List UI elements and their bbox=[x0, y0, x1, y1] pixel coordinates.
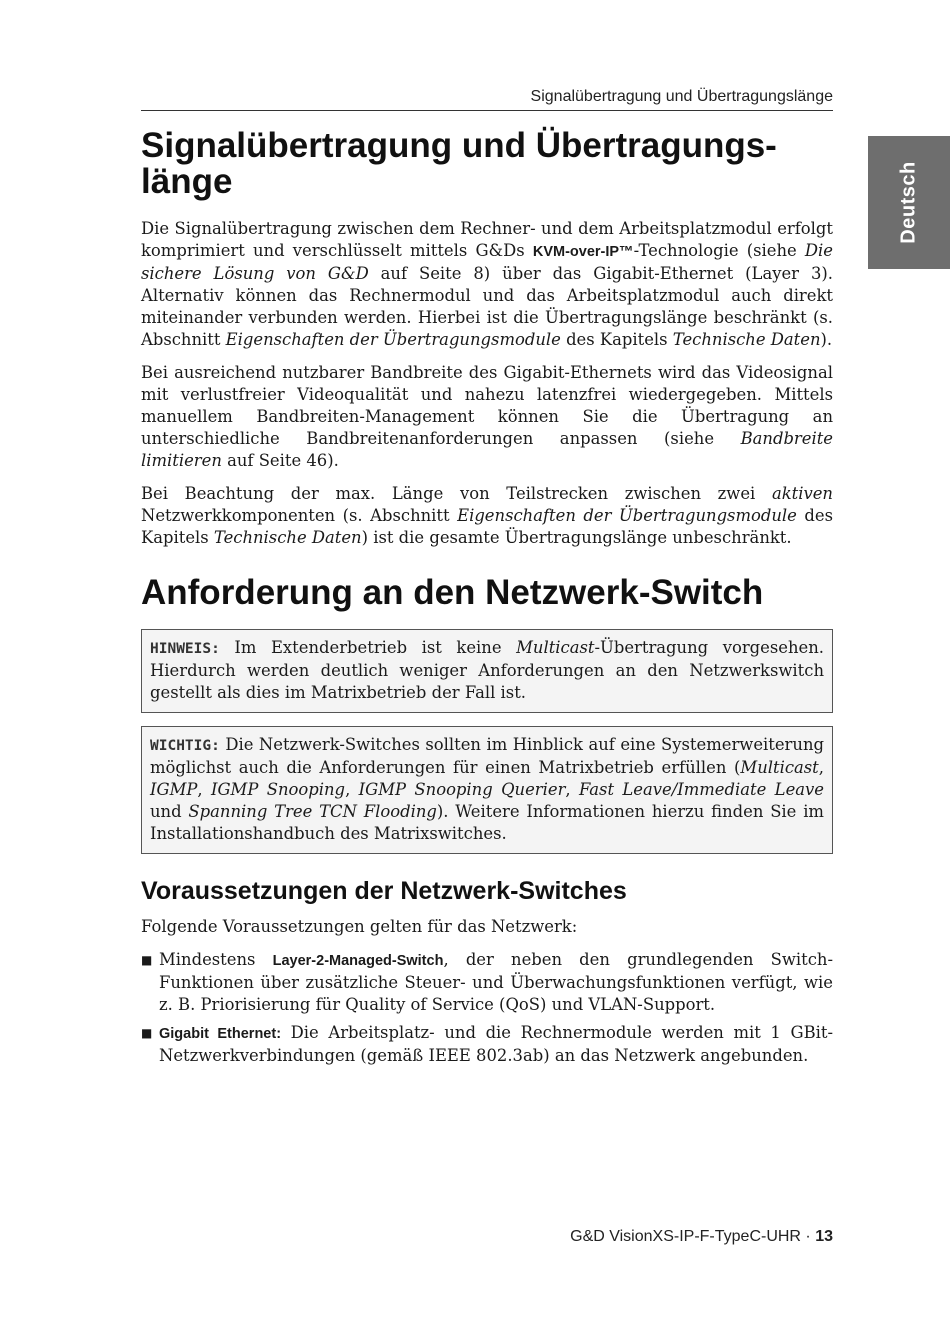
cross-reference: Bandbreite limitieren bbox=[141, 429, 833, 470]
requirements-intro: Folgende Voraussetzungen gelten für das Netzwerk: bbox=[141, 917, 578, 936]
warning-label: WICHTIG: bbox=[150, 738, 220, 754]
text: , bbox=[565, 780, 579, 799]
text: Die Signalübertragung zwischen dem Rechner- und dem Arbeitsplatzmodul erfolgt komprimiert und verschlüsselt mittels G&Ds bbox=[141, 219, 833, 260]
text: ) ist die gesamte Übertragungslänge unbeschränkt. bbox=[361, 528, 792, 547]
text: , bbox=[345, 780, 359, 799]
text: Mindestens bbox=[159, 950, 273, 969]
section-title-signal: Signalübertragung und Übertragungs- länge bbox=[141, 126, 777, 201]
text: des Kapitels bbox=[141, 506, 833, 547]
text: ). Weitere Informationen hierzu finden Sie im Installationshandbuch des Matrixswitches. bbox=[150, 802, 824, 843]
text: auf Seite 46). bbox=[221, 451, 339, 470]
footer-product: G&D VisionXS-IP-F-TypeC-UHR · bbox=[570, 1228, 816, 1245]
bullet-icon: ■ bbox=[141, 1026, 153, 1040]
list-item bbox=[141, 1022, 833, 1067]
language-tab-label: Deutsch bbox=[897, 161, 920, 244]
keyword: KVM-over-IP™ bbox=[532, 244, 634, 260]
cross-reference: Eigenschaften der Übertragungsmodule bbox=[225, 330, 561, 349]
requirements-list bbox=[141, 949, 833, 1067]
keyword: Layer-2-Managed-Switch bbox=[272, 953, 444, 969]
paragraph-signal-2 bbox=[141, 362, 833, 472]
emphasis: IGMP Snooping bbox=[210, 780, 346, 799]
text: ). bbox=[820, 330, 833, 349]
text: Netzwerkkomponenten (s. Abschnitt bbox=[141, 506, 458, 525]
language-tab bbox=[868, 136, 950, 269]
emphasis: Multicast bbox=[516, 638, 595, 657]
warning-box bbox=[141, 726, 833, 854]
text: Bei Beachtung der max. Länge von Teilstrecken zwischen zwei bbox=[141, 484, 772, 503]
text: Die Arbeitsplatz- und die Rechnermodule werden mit 1 GBit-Netzwerkverbindungen (gemäß IEEE 802.3ab) an das Netzwerk angebunden. bbox=[159, 1023, 833, 1065]
cross-reference: Eigenschaften der Übertragungsmodule bbox=[457, 506, 797, 525]
cross-reference: Die sichere Lösung von G&D bbox=[141, 241, 833, 283]
emphasis: IGMP bbox=[150, 780, 198, 799]
emphasis: Spanning Tree TCN Flooding bbox=[188, 802, 437, 821]
note-box bbox=[141, 629, 833, 713]
paragraph-signal-1 bbox=[141, 218, 833, 351]
text: , bbox=[818, 758, 824, 777]
text: , bbox=[197, 780, 211, 799]
text: Die Netzwerk-Switches sollten im Hinblick auf eine Systemerweiterung möglichst auch die Anforderungen für einen Matrixbetrieb erfüllen ( bbox=[150, 735, 824, 777]
emphasis: aktiven bbox=[771, 484, 833, 503]
page-footer bbox=[141, 1228, 833, 1246]
emphasis: Fast Leave/Immediate Leave bbox=[579, 780, 824, 799]
text: , der neben den grundlegenden Switch-Funktionen über zusätzliche Steuer- und Überwachungsfunktionen verfügt, wie z. B. Priorisierung für Quality of Service (QoS) und VLAN-Support. bbox=[159, 950, 833, 1014]
running-header: Signalübertragung und Übertragungslänge bbox=[141, 88, 833, 111]
text: und bbox=[150, 802, 189, 821]
page-number: 13 bbox=[815, 1228, 833, 1245]
page-content bbox=[141, 128, 833, 1073]
subsection-title-requirements: Voraussetzungen der Netzwerk-Switches bbox=[141, 877, 627, 905]
text: auf Seite 8) über das Gigabit-Ethernet (Layer 3). Alternativ können das Rechnermodul und das Arbeitsplatzmodul auch direkt miteinander verbunden werden. Hierbei ist die Übertragungslänge beschränkt (s. Abschnitt bbox=[141, 264, 833, 349]
cross-reference: Technische Daten bbox=[672, 330, 821, 349]
text: -Übertragung vorgesehen. Hierdurch werden deutlich weniger Anforderungen an den Netzwerkswitch gestellt als dies im Matrixbetrieb der Fall ist. bbox=[150, 638, 824, 702]
paragraph-signal-3 bbox=[141, 483, 833, 549]
note-label: HINWEIS: bbox=[150, 641, 220, 657]
cross-reference: Technische Daten bbox=[213, 528, 362, 547]
emphasis: IGMP Snooping Querier bbox=[358, 780, 566, 799]
list-item bbox=[141, 949, 833, 1016]
text: Im Extenderbetrieb ist keine bbox=[219, 638, 517, 657]
section-title-switch: Anforderung an den Netzwerk-Switch bbox=[141, 573, 764, 612]
text: -Technologie (siehe bbox=[633, 241, 805, 260]
bullet-icon: ■ bbox=[141, 953, 153, 967]
text: Bei ausreichend nutzbarer Bandbreite des Gigabit-Ethernets wird das Videosignal mit verlustfreier Videoqualität und nahezu latenzfrei wiedergegeben. Mittels manuellem Bandbreiten-Management können Sie die Übertragung an unterschiedliche Bandbreitenanforderungen anpassen (siehe bbox=[141, 363, 833, 448]
keyword: Gigabit Ethernet: bbox=[159, 1026, 282, 1042]
text: des Kapitels bbox=[560, 330, 673, 349]
emphasis: Multicast bbox=[740, 758, 819, 777]
